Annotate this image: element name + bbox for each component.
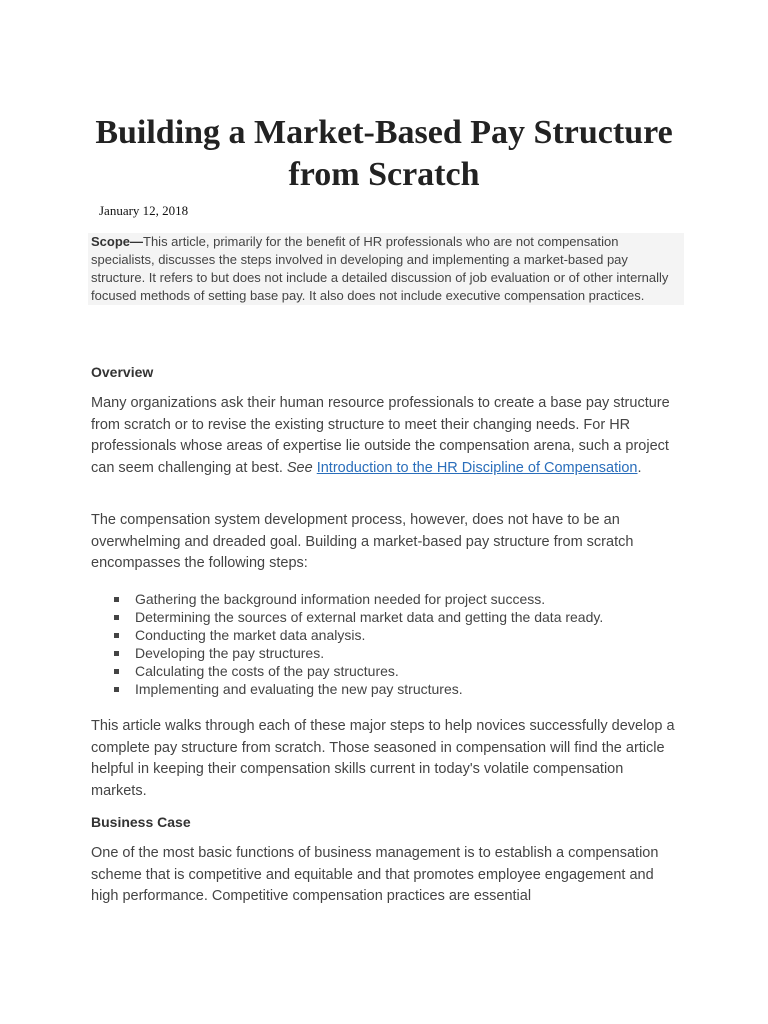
compensation-intro-link[interactable]: Introduction to the HR Discipline of Compensation [316,459,638,476]
overview-heading: Overview [91,364,154,380]
bullet-square-icon [114,669,119,674]
steps-list [112,590,692,698]
overview-paragraph-1-text: Many organizations ask their human resource professionals to create a base pay structure from scratch or to revise the existing structure to meet their changing needs. For HR professionals whose areas of expertise lie outside the compensation arena, such a project can seem challenging at best. [91,395,670,476]
business-case-paragraph-1: One of the most basic functions of business management is to establish a compensation scheme that is competitive and equitable and that promotes employee engagement and high performance. Competitive compensation practices are essential [91,845,659,904]
scope-label: Scope— [91,234,144,249]
bullet-square-icon [114,687,119,692]
bullet-square-icon [114,615,119,620]
scope-text: This article, primarily for the benefit of HR professionals who are not compensation specialists, discusses the steps involved in developing and implementing a market-based pay structure. It refers to but does not include a detailed discussion of job evaluation or of other internally focused methods of setting base pay. It also does not include executive compensation practices. [91,234,669,303]
scope-note [88,233,684,305]
list-item [112,680,692,698]
bullet-square-icon [114,651,119,656]
step-text: Determining the sources of external market data and getting the data ready. [135,609,604,625]
step-text: Conducting the market data analysis. [135,627,366,643]
overview-paragraph-1-end: . [637,459,642,476]
step-text: Calculating the costs of the pay structures. [135,663,399,679]
business-case-heading: Business Case [91,814,191,830]
see-label: See [286,459,313,476]
step-text: Developing the pay structures. [135,645,325,661]
step-text: Implementing and evaluating the new pay structures. [135,681,463,697]
bullet-square-icon [114,633,119,638]
article-title: Building a Market-Based Pay Structure from Scratch [95,114,673,193]
bullet-square-icon [114,597,119,602]
article-date: January 12, 2018 [99,203,189,218]
overview-paragraph-2: The compensation system development process, however, does not have to be an overwhelming and dreaded goal. Building a market-based pay structure from scratch encompasses the following steps: [91,512,634,571]
list-item [112,626,692,644]
overview-paragraph-3: This article walks through each of these major steps to help novices successfully develop a complete pay structure from scratch. Those seasoned in compensation will find the article helpful in keeping their compensation skills current in today's volatile compensation markets. [91,718,675,799]
list-item [112,608,692,626]
step-text: Gathering the background information needed for project success. [135,591,546,607]
list-item [112,644,692,662]
list-item [112,662,692,680]
list-item [112,590,692,608]
overview-paragraph-1 [91,393,681,479]
